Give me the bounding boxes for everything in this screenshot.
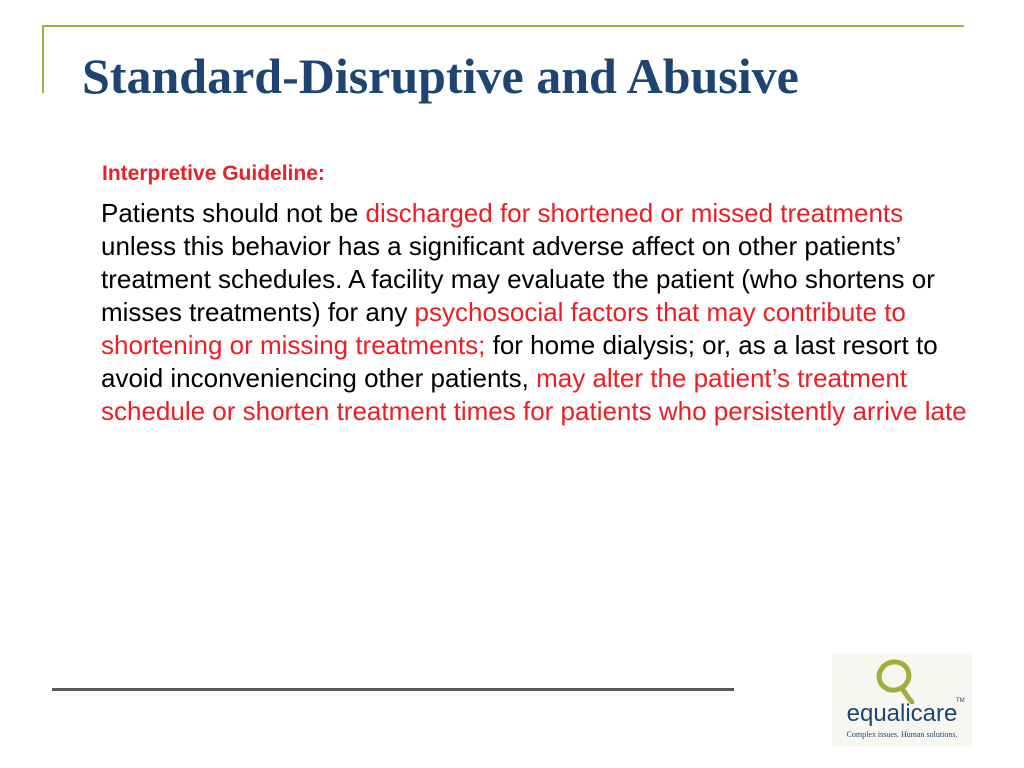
equalicare-logo-mark-icon [872, 658, 916, 704]
body-segment-emphasis: psychosocial factors that may contribute to shortening or missing treatments; [101, 297, 906, 360]
body-segment-emphasis: discharged for shortened or missed treatments [365, 198, 904, 228]
slide-title: Standard-Disruptive and Abusive [82, 48, 799, 104]
logo-tagline: Complex issues. Human solutions. [846, 730, 958, 739]
body-segment-emphasis: may alter the patient’s treatment schedule or shorten treatment times for patients who persistently arrive late [101, 363, 967, 426]
body-segment: unless this behavior has a significant adverse affect on other patients’ treatment schedules. A facility may evaluate the patient (who shortens or misses treatments) for any [101, 231, 935, 327]
logo-trademark: TM [956, 698, 965, 704]
footer-divider [52, 688, 734, 691]
logo-wordmark: equalicare [846, 700, 958, 727]
body-segment: for home dialysis; or, as a last resort to avoid inconveniencing other patients, [101, 330, 938, 393]
accent-line-top [42, 25, 964, 27]
body-segment: Patients should not be [101, 198, 366, 228]
guideline-heading: Interpretive Guideline: [102, 162, 325, 185]
guideline-body [101, 197, 981, 428]
accent-line-left [42, 25, 44, 93]
equalicare-logo [832, 654, 972, 746]
